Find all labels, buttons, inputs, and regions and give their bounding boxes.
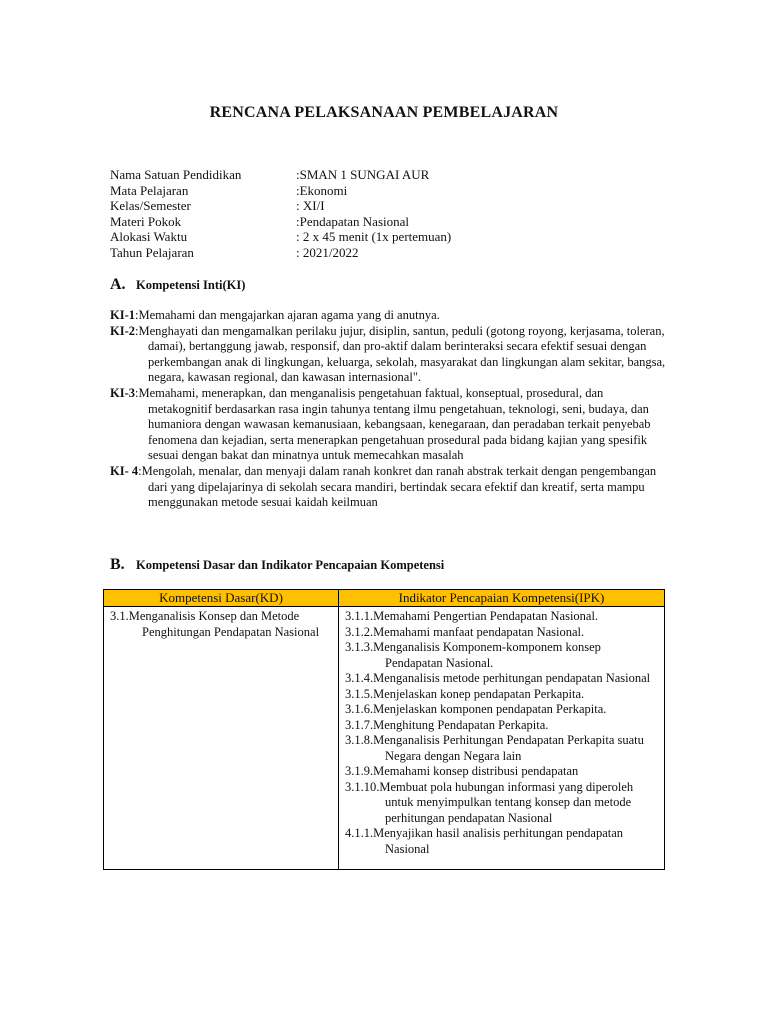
ki-item	[110, 464, 670, 511]
info-value: :SMAN 1 SUNGAI AUR	[296, 167, 430, 182]
ipk-item: 3.1.1.Memahami Pengertian Pendapatan Nasional.	[345, 609, 599, 623]
info-value: : 2 x 45 menit (1x pertemuan)	[296, 229, 452, 244]
ipk-item: 3.1.9.Memahami konsep distribusi pendapatan	[345, 764, 579, 778]
info-label: Alokasi Waktu	[110, 229, 188, 244]
ki-label: KI-1	[110, 308, 135, 322]
ki-text: :Memahami, menerapkan, dan menganalisis pengetahuan faktual, konseptual, prosedural, dan metakognitif berdasarkan rasa ingin tahunya tentang ilmu pengetahuan, teknologi, seni, budaya, dan humaniora dengan wawasan kemanusiaan, kebangsaan, kenegaraan, dan peradaban terkait penyebab fenomena dan kejadian, serta menerapkan pengetahuan prosedural pada bidang kajian yang spesifik sesuai dengan bakat dan minatnya untuk memecahkan masalah	[135, 385, 651, 463]
column-header-kd: Kompetensi Dasar(KD)	[104, 590, 339, 607]
ipk-item: 3.1.3.Menganalisis Komponem-komponem konsep Pendapatan Nasional.	[345, 640, 601, 670]
ki-text: :Menghayati dan mengamalkan perilaku jujur, disiplin, santun, peduli (gotong royong, kerjasama, toleran, damai), bertanggung jawab, responsif, dan pro-aktif dalam berinteraksi secara efektif sesuai dengan perkembangan anak di lingkungan, keluarga, sekolah, masyarakat dan lingkungan alam sekitar, bangsa, negara, kawasan regional, dan kawasan internasional".	[135, 323, 666, 385]
section-title: Kompetensi Inti(KI)	[136, 278, 246, 292]
info-value: : XI/I	[296, 198, 325, 213]
section-a-heading	[110, 276, 245, 294]
document-title: RENCANA PELAKSANAAN PEMBELAJARAN	[209, 104, 559, 121]
ki-text: :Mengolah, menalar, dan menyaji dalam ranah konkret dan ranah abstrak terkait dengan pengembangan dari yang dipelajarinya di sekolah secara mandiri, bertindak secara efektif dan kreatif, serta mampu menggunakan metode sesuai kaidah keilmuan	[138, 463, 657, 510]
info-row-school	[110, 167, 451, 183]
column-header-ipk: Indikator Pencapaian Kompetensi(IPK)	[339, 590, 665, 607]
info-row-time	[110, 229, 451, 245]
ki-item	[110, 324, 670, 386]
info-row-class	[110, 198, 451, 214]
ki-item	[110, 386, 670, 464]
competency-table	[103, 589, 665, 870]
ipk-item: 3.1.7.Menghitung Pendapatan Perkapita.	[345, 717, 549, 732]
info-value: :Ekonomi	[296, 182, 348, 198]
ipk-cell	[339, 607, 665, 870]
info-label: Kelas/Semester	[110, 198, 191, 213]
ki-label: KI- 4	[110, 463, 139, 478]
kd-cell	[104, 607, 339, 870]
info-value: : 2021/2022	[296, 244, 359, 260]
info-label: Nama Satuan Pendidikan	[110, 167, 242, 182]
ipk-item: 3.1.6.Menjelaskan komponen pendapatan Perkapita.	[345, 702, 607, 716]
section-title: Kompetensi Dasar dan Indikator Pencapaian Kompetensi	[136, 558, 445, 572]
ipk-item: 4.1.1.Menyajikan hasil analisis perhitungan pendapatan Nasional	[345, 826, 624, 856]
kd-text: 3.1.Menganalisis Konsep dan Metode Penghitungan Pendapatan Nasional	[110, 609, 320, 639]
ki-text: :Memahami dan mengajarkan ajaran agama yang di anutnya.	[135, 308, 440, 322]
ipk-item: 3.1.10.Membuat pola hubungan informasi yang diperoleh untuk menyimpulkan tentang konsep dan metode perhitungan pendapatan Nasional	[345, 779, 634, 825]
info-row-topic	[110, 214, 451, 230]
info-label: Materi Pokok	[110, 213, 182, 229]
info-label: Tahun Pelajaran	[110, 244, 194, 260]
ki-item	[110, 308, 670, 324]
ipk-item: 3.1.2.Memahami manfaat pendapatan Nasional.	[345, 624, 585, 639]
section-letter: A.	[110, 276, 126, 293]
info-label: Mata Pelajaran	[110, 182, 189, 198]
ipk-item: 3.1.4.Menganalisis metode perhitungan pendapatan Nasional	[345, 671, 651, 685]
ki-label: KI-2	[110, 323, 135, 338]
ipk-item: 3.1.8.Menganalisis Perhitungan Pendapatan Perkapita suatu Negara dengan Negara lain	[345, 733, 644, 763]
identity-block	[110, 167, 451, 260]
ki-label: KI-3	[110, 385, 135, 400]
ipk-item: 3.1.5.Menjelaskan konep pendapatan Perkapita.	[345, 686, 585, 701]
info-value: :Pendapatan Nasional	[296, 213, 409, 229]
info-row-subject	[110, 183, 451, 199]
section-b-heading	[110, 556, 444, 574]
table-row	[104, 607, 665, 870]
core-competency-list	[110, 308, 670, 511]
table-header-row	[104, 590, 665, 607]
info-row-year	[110, 245, 451, 261]
section-letter: B.	[110, 556, 125, 573]
